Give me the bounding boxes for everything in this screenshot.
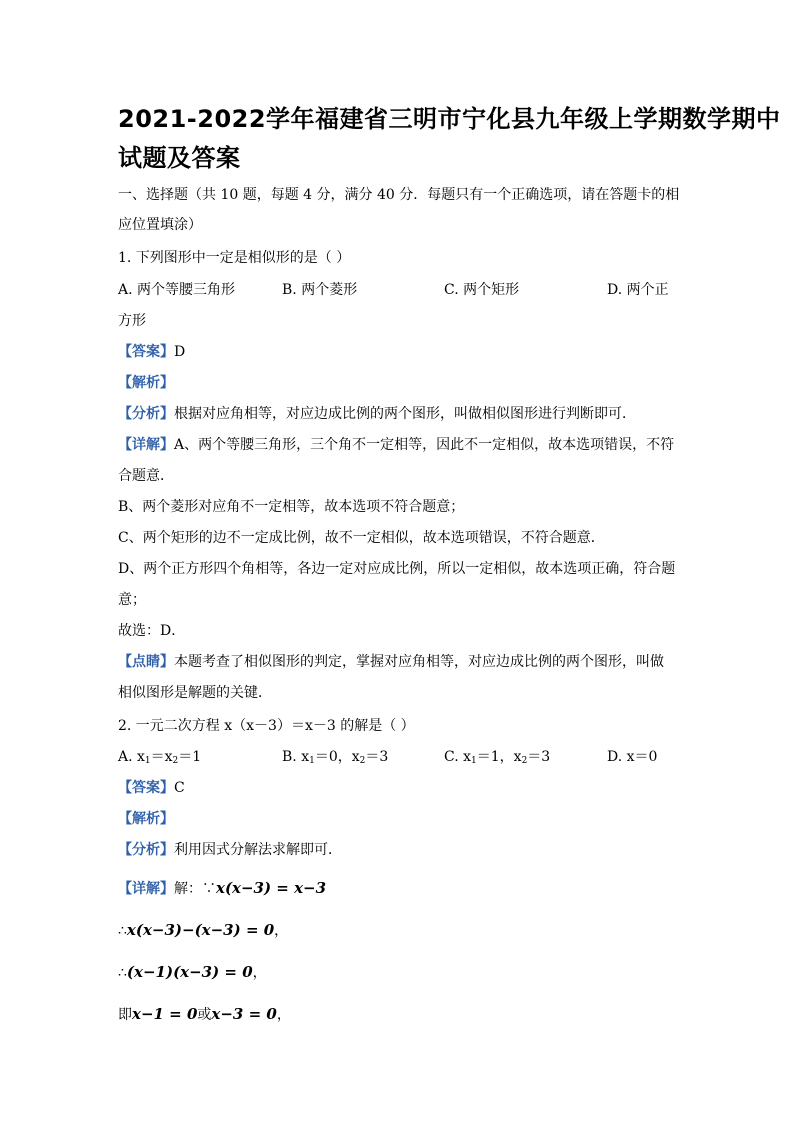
q1-answer: D (174, 344, 186, 360)
q2-option-a-middle: ＝x (150, 749, 173, 765)
q2-answer-line (118, 778, 185, 798)
subscript-1: 1 (471, 756, 477, 766)
because-symbol: ∵ (202, 881, 216, 897)
q2-option-b-suffix: ＝3 (365, 749, 389, 765)
comma: ， (276, 1007, 291, 1023)
q2-option-a-prefix: A. x (118, 749, 145, 765)
comma: ， (274, 923, 289, 939)
comma: ， (252, 965, 267, 981)
q2-option-a-suffix: ＝1 (178, 749, 202, 765)
doc-title-line-1: 2021-2022学年福建省三明市宁化县九年级上学期数学期中 (118, 105, 781, 133)
q2-answer: C (174, 780, 185, 796)
analysis-tag: 【解析】 (118, 811, 174, 827)
q1-option-b: B. 两个菱形 (282, 282, 358, 298)
q2-stem: 2. 一元二次方程 x（x－3）＝x－3 的解是（ ） (118, 718, 415, 734)
q1-analysis-heading (118, 373, 174, 393)
therefore-symbol: ∴ (118, 965, 127, 981)
q2-equation-4b: x−3 = 0 (211, 1005, 277, 1023)
q1-dianjing-line-1 (118, 652, 664, 672)
xiangjie-tag: 【详解】 (118, 881, 174, 897)
q2-analysis-heading (118, 809, 174, 829)
q2-option-c (444, 747, 550, 771)
q2-option-c-prefix: C. x (444, 749, 472, 765)
q2-equation-3: (x−1)(x−3) = 0 (126, 963, 253, 981)
q2-option-d: D. x＝0 (607, 749, 658, 765)
huo-word: 或 (197, 1007, 212, 1023)
section-instruction-line-2: 应位置填涂） (118, 217, 202, 233)
q2-option-c-suffix: ＝3 (527, 749, 551, 765)
q2-step-4 (118, 1004, 291, 1025)
q2-fenxi-text: 利用因式分解法求解即可． (174, 842, 342, 858)
q1-explain-d-line-1: D、两个正方形四个角相等，各边一定对应成比例，所以一定相似，故本选项正确，符合题 (118, 561, 676, 577)
q2-step-2 (118, 920, 288, 941)
xiangjie-tag: 【详解】 (118, 437, 174, 453)
q2-xiangjie-line (118, 878, 326, 899)
q1-fenxi-text: 根据对应角相等，对应边成比例的两个图形，叫做相似图形进行判断即可． (174, 406, 636, 422)
fenxi-tag: 【分析】 (118, 406, 174, 422)
answer-tag: 【答案】 (118, 780, 174, 796)
q2-option-c-middle: ＝1，x (476, 749, 522, 765)
q2-xiangjie-prefix: 解： (174, 881, 202, 897)
subscript-2: 2 (172, 756, 179, 766)
answer-tag: 【答案】 (118, 344, 174, 360)
q2-option-b-prefix: B. x (282, 749, 310, 765)
q1-option-c: C. 两个矩形 (444, 282, 520, 298)
subscript-2: 2 (521, 756, 528, 766)
q1-choice: 故选：D． (118, 623, 186, 639)
fenxi-tag: 【分析】 (118, 842, 174, 858)
doc-title-line-2: 试题及答案 (118, 144, 241, 172)
q2-option-a (118, 747, 201, 771)
q1-option-d-continued: 方形 (118, 313, 146, 329)
therefore-symbol: ∴ (118, 923, 127, 939)
q1-dianjing-line-2: 相似图形是解题的关键． (118, 685, 272, 701)
q1-explain-b: B、两个菱形对应角不一定相等，故本选项不符合题意； (118, 499, 465, 515)
q2-fenxi-line (118, 840, 342, 860)
ji-word: 即 (118, 1007, 132, 1023)
subscript-1: 1 (309, 756, 315, 766)
q1-xiangjie-text: A、两个等腰三角形，三个角不一定相等，因此不一定相似，故本选项错误，不符 (174, 437, 675, 453)
q2-step-3 (118, 962, 267, 983)
subscript-2: 2 (359, 756, 366, 766)
q2-option-b-middle: ＝0，x (314, 749, 360, 765)
q1-xiangjie-line-2: 合题意． (118, 468, 174, 484)
q1-option-a: A. 两个等腰三角形 (118, 282, 236, 298)
q1-stem: 1. 下列图形中一定是相似形的是（ ） (118, 250, 351, 266)
dianjing-tag: 【点睛】 (118, 654, 174, 670)
q1-explain-c: C、两个矩形的边不一定成比例，故不一定相似，故本选项错误，不符合题意． (118, 530, 605, 546)
section-instruction-line-1: 一、选择题（共 10 题，每题 4 分，满分 40 分．每题只有一个正确选项，请在答题卡的相 (118, 187, 680, 203)
q2-equation-1: x(x−3) = x−3 (216, 879, 327, 897)
q1-answer-line (118, 342, 185, 362)
q1-explain-d-line-2: 意； (118, 592, 146, 608)
q1-fenxi-line (118, 404, 636, 424)
q2-equation-2: x(x−3)−(x−3) = 0 (126, 921, 275, 939)
analysis-tag: 【解析】 (118, 375, 174, 391)
q1-option-d: D. 两个正 (607, 282, 669, 298)
q1-dianjing-text: 本题考查了相似图形的判定，掌握对应角相等，对应边成比例的两个图形，叫做 (174, 654, 664, 670)
q2-option-b (282, 747, 388, 771)
q2-equation-4a: x−1 = 0 (132, 1005, 198, 1023)
subscript-1: 1 (144, 756, 151, 766)
q1-xiangjie-line-1 (118, 435, 674, 455)
